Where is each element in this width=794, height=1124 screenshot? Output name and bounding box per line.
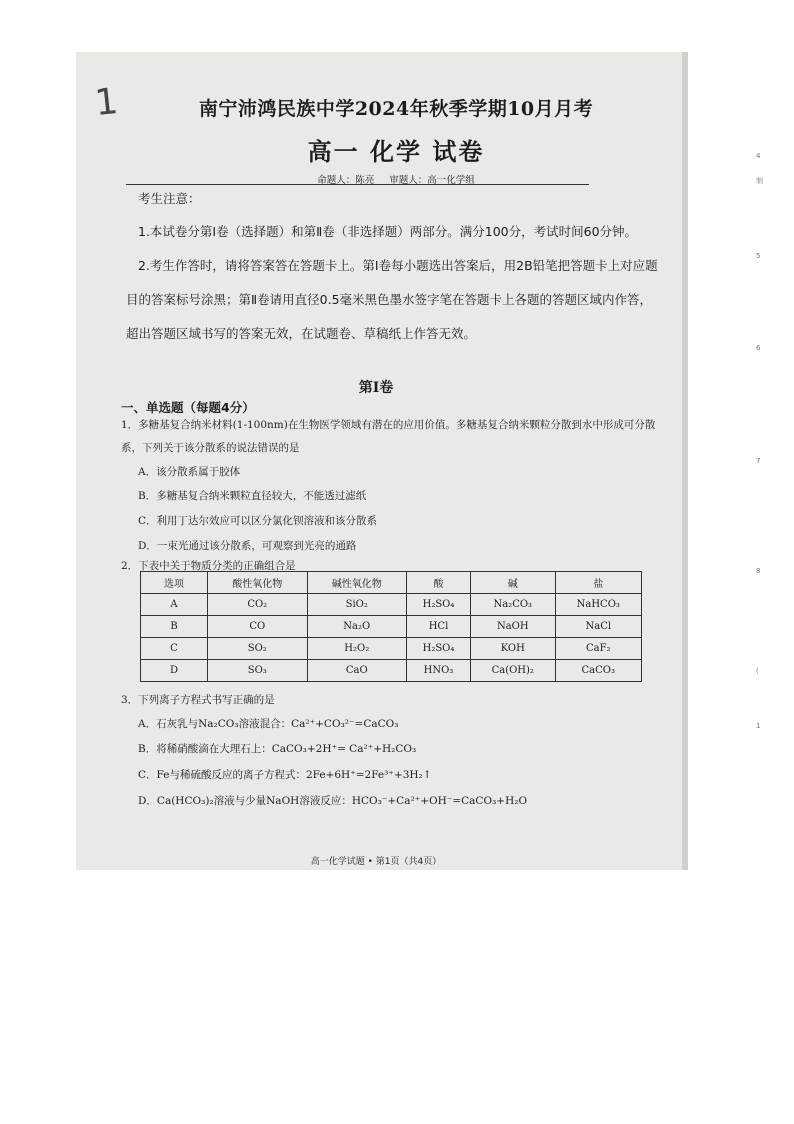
question-3-option-b: B．将稀硝酸滴在大理石上：CaCO₃+2H⁺= Ca²⁺+H₂CO₃ [138,743,417,755]
part-title: 一、单选题（每题4分） [121,400,255,415]
question-1-stem: 1．多糖基复合纳米材料(1-100nm)在生物医学领域有潜在的应用价值。多糖基复合纳米颗粒分散到水中形成可分散系，下列关于该分散系的说法错误的是 [121,419,656,454]
next-page-marks [756,112,770,752]
table-cell: SiO₂ [307,594,407,616]
table-header: 酸性氧化物 [208,572,308,594]
reviewer: 审题人：高一化学组 [389,175,475,186]
candidate-notes [126,189,662,351]
table-cell: KOH [470,638,555,660]
question-3-option-a: A．石灰乳与Na₂CO₃溶液混合：Ca²⁺+CO₃²⁻=CaCO₃ [138,718,399,730]
table-header: 碱 [470,572,555,594]
exam-photo [76,52,763,870]
page-footer: 高一化学试题 • 第1页（共4页） [310,857,442,867]
note-item-2: 2.考生作答时，请将答案答在答题卡上。第Ⅰ卷每小题选出答案后，用2B铅笔把答题卡上对应题目的答案标号涂黑；第Ⅱ卷请用直径0.5毫米黑色墨水签字笔在答题卡上各题的答题区域内作答，超出答题区域书写的答案无效，在试题卷、草稿纸上作答无效。 [126,258,658,341]
table-header: 盐 [555,572,641,594]
table-header: 酸 [407,572,471,594]
table-cell: CO [208,616,308,638]
table-cell: C [141,638,208,660]
handwritten-mark: 1 [92,80,120,125]
table-row [141,638,642,660]
question-1-option-b: B．多糖基复合纳米颗粒直径较大，不能透过滤纸 [138,490,367,502]
table-cell: Na₂CO₃ [470,594,555,616]
question-1-option-a: A．该分散系属于胶体 [138,466,241,478]
next-page-edge [682,52,688,870]
subject-title: 高一 化学 试卷 [307,137,485,166]
side-mark: 5 [756,252,761,260]
table-cell: NaCl [555,616,641,638]
side-mark: 7 [756,457,761,465]
side-mark: ( [756,667,759,675]
side-mark: 1 [756,722,761,730]
table-cell: SO₃ [208,660,308,682]
notes-heading: 考生注意： [138,191,201,206]
table-cell: HNO₃ [407,660,471,682]
table-cell: NaHCO₃ [555,594,641,616]
question-3-option-d: D．Ca(HCO₃)₂溶液与少量NaOH溶液反应：HCO₃⁻+Ca²⁺+OH⁻=CaCO₃+H₂O [138,795,528,807]
table-cell: HCl [407,616,471,638]
header-rule [126,184,589,185]
question-1-option-c: C．利用丁达尔效应可以区分氯化钡溶液和该分散系 [138,515,378,527]
proposer: 命题人：陈亮 [317,175,375,186]
table-cell: A [141,594,208,616]
table-cell: H₂O₂ [307,638,407,660]
table-cell: H₂SO₄ [407,638,471,660]
table-row [141,660,642,682]
note-item-1: 1.本试卷分第Ⅰ卷（选择题）和第Ⅱ卷（非选择题）两部分。满分100分，考试时间60分钟。 [138,224,638,239]
table-cell: Ca(OH)₂ [470,660,555,682]
table-header: 碱性氧化物 [307,572,407,594]
exam-page [76,52,676,870]
table-cell: CaO [307,660,407,682]
table-cell: NaOH [470,616,555,638]
side-mark: 8 [756,567,761,575]
table-header-row [141,572,642,594]
table-cell: H₂SO₄ [407,594,471,616]
question-1-option-d: D．一束光通过该分散系，可观察到光亮的通路 [138,540,357,552]
table-cell: CaCO₃ [555,660,641,682]
table-row [141,594,642,616]
section-title: 第Ⅰ卷 [358,380,394,396]
table-row [141,616,642,638]
question-2-stem: 2．下表中关于物质分类的正确组合是 [121,560,296,572]
table-cell: SO₂ [208,638,308,660]
table-cell: CO₂ [208,594,308,616]
table-cell: B [141,616,208,638]
table-header: 选项 [141,572,208,594]
classification-table [140,571,642,682]
question-3-option-c: C．Fe与稀硫酸反应的离子方程式：2Fe+6H⁺=2Fe³⁺+3H₂↑ [138,769,432,781]
table-cell: D [141,660,208,682]
question-3-stem: 3．下列离子方程式书写正确的是 [121,694,275,706]
school-title: 南宁沛鸿民族中学2024年秋季学期10月月考 [198,98,594,120]
side-mark: 4 [756,152,761,160]
side-mark: 制 [756,177,763,185]
table-cell: Na₂O [307,616,407,638]
side-mark: 6 [756,344,761,352]
table-cell: CaF₂ [555,638,641,660]
